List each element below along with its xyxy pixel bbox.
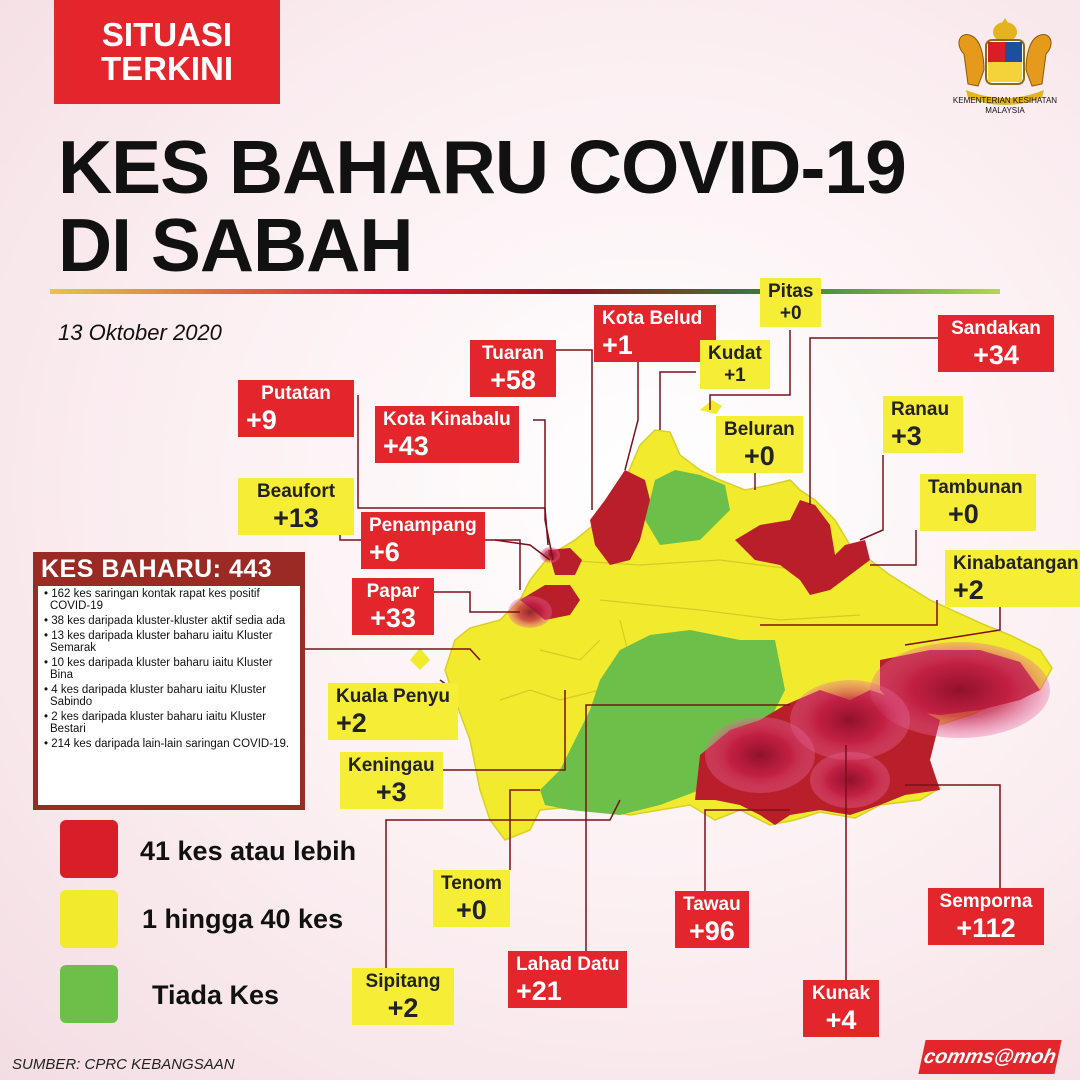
district-cases: +2 bbox=[953, 575, 984, 605]
district-label-papar bbox=[352, 578, 434, 635]
district-label-tambunan bbox=[920, 474, 1036, 531]
title-divider bbox=[50, 289, 1000, 294]
district-label-pitas bbox=[760, 278, 821, 327]
summary-list bbox=[38, 586, 300, 805]
district-name: Semporna bbox=[939, 891, 1033, 912]
district-cases: +34 bbox=[973, 340, 1019, 370]
district-name: Kuala Penyu bbox=[336, 686, 451, 707]
district-name: Tuaran bbox=[482, 343, 544, 364]
district-cases: +13 bbox=[273, 503, 319, 533]
district-cases: +58 bbox=[490, 365, 536, 395]
legend-label: Tiada Kes bbox=[152, 980, 280, 1010]
district-name: Kudat bbox=[708, 343, 762, 364]
summary-item: • 13 kes daripada kluster baharu iaitu Kluster Semarak bbox=[44, 630, 273, 654]
district-name: Beaufort bbox=[256, 481, 336, 502]
summary-item: • 162 kes saringan kontak rapat kes positif COVID-19 bbox=[44, 588, 260, 612]
district-name: Papar bbox=[366, 581, 420, 602]
district-cases: +2 bbox=[336, 708, 367, 738]
legend-swatch-red bbox=[60, 820, 118, 878]
summary-title: KES BAHARU: 443 bbox=[41, 555, 273, 583]
district-cases: +0 bbox=[779, 303, 802, 324]
district-label-sandakan bbox=[938, 315, 1054, 372]
district-label-kuala-penyu bbox=[328, 683, 458, 740]
district-name: Kunak bbox=[811, 983, 871, 1004]
district-cases: +9 bbox=[246, 405, 277, 435]
district-cases: +3 bbox=[891, 421, 922, 451]
tag-line-1: SITUASI bbox=[101, 16, 233, 53]
title-line-1: KES BAHARU COVID-19 bbox=[58, 125, 906, 209]
district-cases: +2 bbox=[387, 993, 419, 1023]
district-label-beluran bbox=[716, 416, 803, 473]
district-name: Putatan bbox=[261, 383, 331, 404]
district-label-lahad-datu bbox=[508, 951, 627, 1008]
district-cases: +96 bbox=[688, 916, 735, 946]
district-name: Beluran bbox=[724, 419, 795, 440]
district-name: Ranau bbox=[891, 399, 950, 420]
district-cases: +3 bbox=[375, 777, 407, 807]
legend-label: 41 kes atau lebih bbox=[140, 836, 357, 866]
legend-label: 1 hingga 40 kes bbox=[142, 904, 344, 934]
kudat-peninsula bbox=[700, 400, 722, 414]
district-name: Lahad Datu bbox=[516, 954, 620, 975]
district-cases: +0 bbox=[456, 895, 487, 925]
district-name: Pitas bbox=[768, 281, 814, 302]
district-label-kunak bbox=[803, 980, 879, 1037]
district-cases: +1 bbox=[602, 330, 633, 360]
district-label-tuaran bbox=[470, 340, 556, 397]
district-name: Sipitang bbox=[365, 971, 441, 992]
page-title bbox=[58, 125, 906, 287]
comms-moh-badge: comms@moh bbox=[918, 1040, 1061, 1074]
district-cases: +112 bbox=[956, 913, 1016, 943]
district-label-tawau bbox=[675, 891, 749, 948]
district-label-putatan bbox=[238, 380, 354, 437]
legend-swatch-yellow bbox=[60, 890, 118, 948]
source-note: SUMBER: CPRC KEBANGSAAN bbox=[12, 1056, 235, 1073]
district-name: Kota Belud bbox=[602, 308, 703, 329]
district-label-kinabatangan bbox=[945, 550, 1080, 607]
district-label-semporna bbox=[928, 888, 1044, 945]
summary-item: • 214 kes daripada lain-lain saringan COVID-19. bbox=[44, 738, 290, 750]
summary-item: • 2 kes daripada kluster baharu iaitu Kluster Bestari bbox=[44, 711, 267, 735]
district-cases: +43 bbox=[383, 431, 429, 461]
summary-box bbox=[33, 552, 305, 810]
summary-item: • 4 kes daripada kluster baharu iaitu Kluster Sabindo bbox=[44, 684, 267, 708]
district-label-kudat bbox=[700, 340, 770, 389]
district-label-kota-kinabalu bbox=[375, 406, 519, 463]
district-label-sipitang bbox=[352, 968, 454, 1025]
kuala-penyu-islet bbox=[410, 648, 430, 670]
report-date: 13 Oktober 2020 bbox=[58, 320, 222, 345]
district-label-keningau bbox=[340, 752, 443, 809]
summary-item: • 10 kes daripada kluster baharu iaitu Kluster Bina bbox=[44, 657, 273, 681]
district-cases: +1 bbox=[724, 365, 746, 386]
district-name: Kota Kinabalu bbox=[383, 409, 511, 430]
agency-name: KEMENTERIAN KESIHATAN MALAYSIA bbox=[952, 96, 1058, 115]
title-line-2: DI SABAH bbox=[58, 203, 413, 287]
district-cases: +33 bbox=[370, 603, 416, 633]
district-cases: +0 bbox=[743, 441, 775, 471]
district-cases: +6 bbox=[369, 537, 400, 567]
district-cases: +0 bbox=[948, 499, 979, 529]
situasi-terkini-tag bbox=[54, 0, 280, 104]
district-name: Sandakan bbox=[951, 318, 1041, 339]
district-name: Tenom bbox=[441, 873, 502, 894]
district-cases: +4 bbox=[825, 1005, 857, 1035]
district-cases: +21 bbox=[516, 976, 562, 1006]
district-label-kota-belud bbox=[594, 305, 716, 362]
summary-item: • 38 kes daripada kluster-kluster aktif sedia ada bbox=[44, 615, 286, 627]
district-label-ranau bbox=[883, 396, 963, 453]
district-label-penampang bbox=[361, 512, 485, 569]
legend-swatch-green bbox=[60, 965, 118, 1023]
district-name: Kinabatangan bbox=[953, 553, 1079, 574]
district-name: Tambunan bbox=[928, 477, 1023, 498]
district-label-tenom bbox=[433, 870, 510, 927]
district-label-beaufort bbox=[238, 478, 354, 535]
tag-line-2: TERKINI bbox=[101, 50, 233, 87]
district-name: Tawau bbox=[683, 894, 741, 915]
district-name: Penampang bbox=[369, 515, 477, 536]
district-name: Keningau bbox=[348, 755, 435, 776]
